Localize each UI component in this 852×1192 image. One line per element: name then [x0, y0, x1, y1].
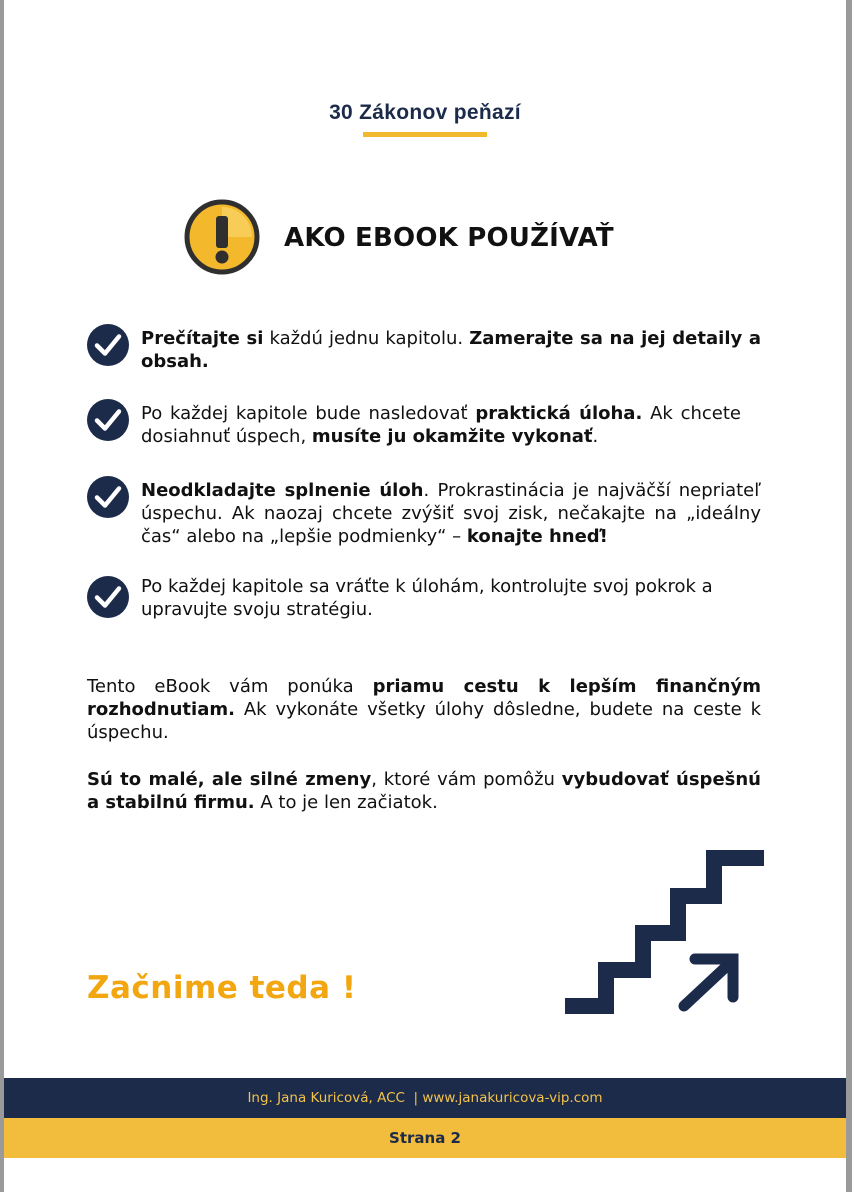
checkmark-circle-icon: [86, 475, 130, 519]
checklist-text: [141, 402, 741, 448]
bold-segment: vybudovať úspešnú a stabilnú firmu.: [87, 769, 761, 813]
intro-paragraph: [87, 675, 761, 744]
text-segment: Po každej kapitole bude nasledovať: [141, 403, 476, 424]
bold-segment: musíte ju okamžite vykonať: [311, 426, 593, 447]
text-segment: Ak chcete dosiahnuť úspech,: [141, 403, 741, 447]
bold-segment: Neodkladajte splnenie úloh: [141, 480, 424, 501]
footer-author-bar: [4, 1078, 846, 1118]
title-underline: [363, 132, 487, 137]
checklist-text: [141, 575, 761, 621]
text-segment: Po každej kapitole sa vráťte k úlohám, kontrolujte svoj pokrok a upravujte svoju stratégiu.: [141, 576, 713, 620]
checklist-text: [141, 479, 761, 548]
text-segment: Tento eBook vám ponúka: [87, 676, 373, 697]
text-segment: , ktoré vám pomôžu: [371, 769, 562, 790]
footer-author: Ing. Jana Kuricová, ACC | www.janakuricova-vip.com: [247, 1090, 603, 1106]
document-title: 30 Zákonov peňazí: [329, 101, 521, 124]
bold-segment: Zamerajte sa na jej detaily a obsah.: [141, 328, 761, 372]
stairs-arrow-up-icon: [564, 849, 764, 1017]
text-segment: . Prokrastinácia je najväčší nepriateľ úspechu. Ak naozaj chcete zvýšiť svoj zisk, nečakajte na „ideálny čas“ alebo na „lepšie podmienky“ –: [141, 480, 761, 547]
bold-segment: konajte hneď!: [466, 526, 608, 547]
section-heading: AKO EBOOK POUŽÍVAŤ: [284, 223, 614, 253]
closing-paragraph: [87, 768, 761, 814]
bold-segment: Prečítajte si: [141, 328, 264, 349]
page-number: Strana 2: [389, 1129, 461, 1147]
checkmark-circle-icon: [86, 398, 130, 442]
exclamation-warning-icon: [184, 199, 260, 275]
checkmark-circle-icon: [86, 323, 130, 367]
bold-segment: priamu cestu k lepším finančným rozhodnutiam.: [87, 676, 761, 720]
bold-segment: praktická úloha.: [475, 403, 643, 424]
bold-segment: Sú to malé, ale silné zmeny: [87, 769, 372, 790]
footer-page-bar: [4, 1118, 846, 1158]
checkmark-circle-icon: [86, 575, 130, 619]
ebook-page: [4, 0, 846, 1192]
text-segment: A to je len začiatok.: [254, 792, 438, 813]
call-to-action: Začnime teda !: [87, 970, 357, 1006]
checklist-text: [141, 327, 761, 373]
text-segment: každú jednu kapitolu.: [263, 328, 470, 349]
text-segment: Ak vykonáte všetky úlohy dôsledne, budete na ceste k úspechu.: [87, 699, 761, 743]
text-segment: .: [592, 426, 599, 447]
